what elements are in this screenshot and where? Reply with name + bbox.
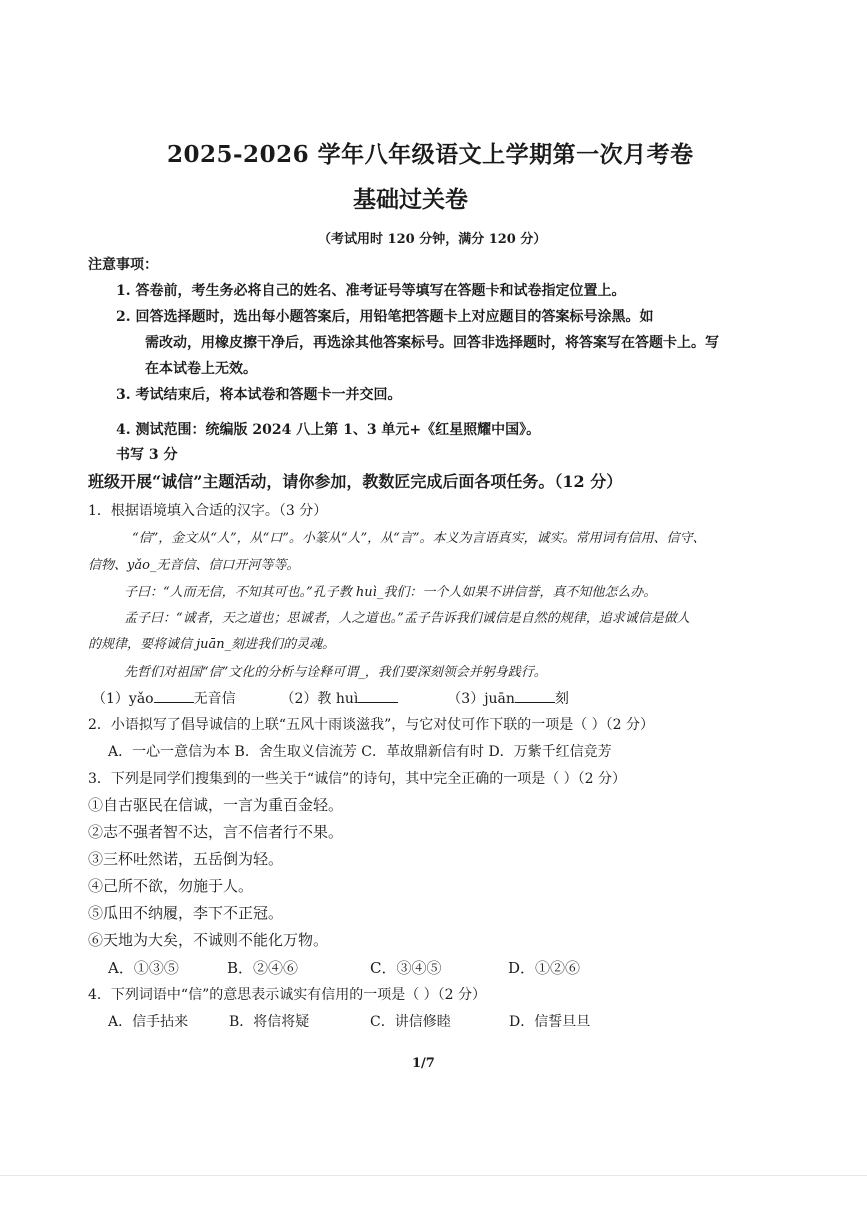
notice-label: 注意事项： [88,257,158,273]
q2-stem: 2．小语拟写了倡导诚信的上联“五风十雨谈滋我”，与它对仗可作下联的一项是（ ）（2 分） [88,717,655,733]
q1-passage-line-3: 子曰：“人而无信，不知其可也。”孔子教 huì_我们：一个人如果不讲信誉，真不知他怎么办。 [124,585,657,600]
exam-duration-info: （考试用时 120 分钟，满分 120 分） [318,232,547,247]
q1-blank-3-suffix: 刻 [554,691,569,707]
exam-subtitle: 基础过关卷 [353,186,468,213]
q1-blank-1-label: （1）yǎo [92,691,154,707]
q1-passage-line-2: 信物、yǎo_无音信、信口开河等等。 [88,558,300,573]
q1-passage-line-4: 孟子曰：“诚者，天之道也；思诚者，人之道也。”孟子告诉我们诚信是自然的规律，追求诚信是做人 [124,611,690,626]
q3-line-5: ⑤瓜田不纳履，李下不正冠。 [88,904,284,922]
q3-option-a[interactable]: A．①③⑤ [108,959,179,977]
q4-option-c[interactable]: C．讲信修睦 [370,1014,451,1030]
q3-line-2: ②志不强者智不达，言不信者行不果。 [88,823,344,841]
q1-blank-3[interactable] [515,690,555,703]
q1-fill-blanks [92,688,569,708]
page-bottom-divider [0,1175,867,1176]
q4-stem: 4．下列词语中“信”的意思表示诚实有信用的一项是（ ）（2 分） [88,987,487,1003]
q3-option-c[interactable]: C．③④⑤ [370,959,442,977]
q2-options: A．一心一意信为本 B．舍生取义信流芳 C．革故鼎新信有时 D．万紫千红信竞芳 [108,744,612,760]
q1-passage-line-6: 先哲们对祖国“信”文化的分析与诠释可谓_，我们要深刻领会并躬身践行。 [124,665,547,680]
q4-option-d[interactable]: D．信誓旦旦 [509,1014,591,1030]
q1-blank-1-suffix: 无音信 [193,691,236,707]
q1-passage-line-5: 的规律，要将诚信 juān_刻进我们的灵魂。 [88,637,336,652]
q1-passage-line-1: “信”，金文从“人”，从“口”。小篆从“人”，从“言”。本义为言语真实，诚实。常用词有信用、信守、 [132,531,706,546]
q3-option-d[interactable]: D．①②⑥ [508,959,581,977]
q3-line-3: ③三杯吐然诺，五岳倒为轻。 [88,850,284,868]
q4-option-b[interactable]: B．将信将疑 [229,1014,310,1030]
q1-blank-3-label: （3）juān [447,691,515,707]
exam-title: 2025-2026 学年八年级语文上学期第一次月考卷 [167,141,694,168]
q1-blank-2[interactable] [358,690,398,703]
q4-option-a[interactable]: A．信手拈来 [108,1014,189,1030]
notice-item-2: 2. 回答选择题时，选出每小题答案后，用铅笔把答题卡上对应题目的答案标号涂黑。如 [116,309,654,325]
q3-line-6: ⑥天地为大矣，不诚则不能化万物。 [88,931,329,949]
handwriting-score-note: 书写 3 分 [116,447,178,463]
q3-stem: 3．下列是同学们搜集到的一些关于“诚信”的诗句，其中完全正确的一项是（ ）（2 分） [88,771,627,787]
notice-item-2-cont: 需改动，用橡皮擦干净后，再选涂其他答案标号。回答非选择题时，将答案写在答题卡上。写 [145,335,719,351]
q3-option-b[interactable]: B．②④⑥ [227,959,299,977]
notice-item-4: 4. 测试范围：统编版 2024 八上第 1、3 单元+《红星照耀中国》。 [116,422,541,438]
q3-line-1: ①自古驱民在信诚，一言为重百金轻。 [88,796,344,814]
q1-blank-1[interactable] [154,690,194,703]
notice-item-1: 1. 答卷前，考生务必将自己的姓名、准考证号等填写在答题卡和试卷指定位置上。 [116,283,626,299]
q1-blank-2-label: （2）教 huì [280,691,359,707]
q3-line-4: ④己所不欲，勿施于人。 [88,877,254,895]
q1-stem: 1．根据语境填入合适的汉字。（3 分） [88,503,328,519]
notice-item-3: 3. 考试结束后，将本试卷和答题卡一并交回。 [116,387,402,403]
page-number: 1/7 [412,1056,435,1071]
notice-item-2-end: 在本试卷上无效。 [145,361,257,377]
task-header: 班级开展“诚信”主题活动，请你参加，教数匠完成后面各项任务。（12 分） [88,472,623,491]
